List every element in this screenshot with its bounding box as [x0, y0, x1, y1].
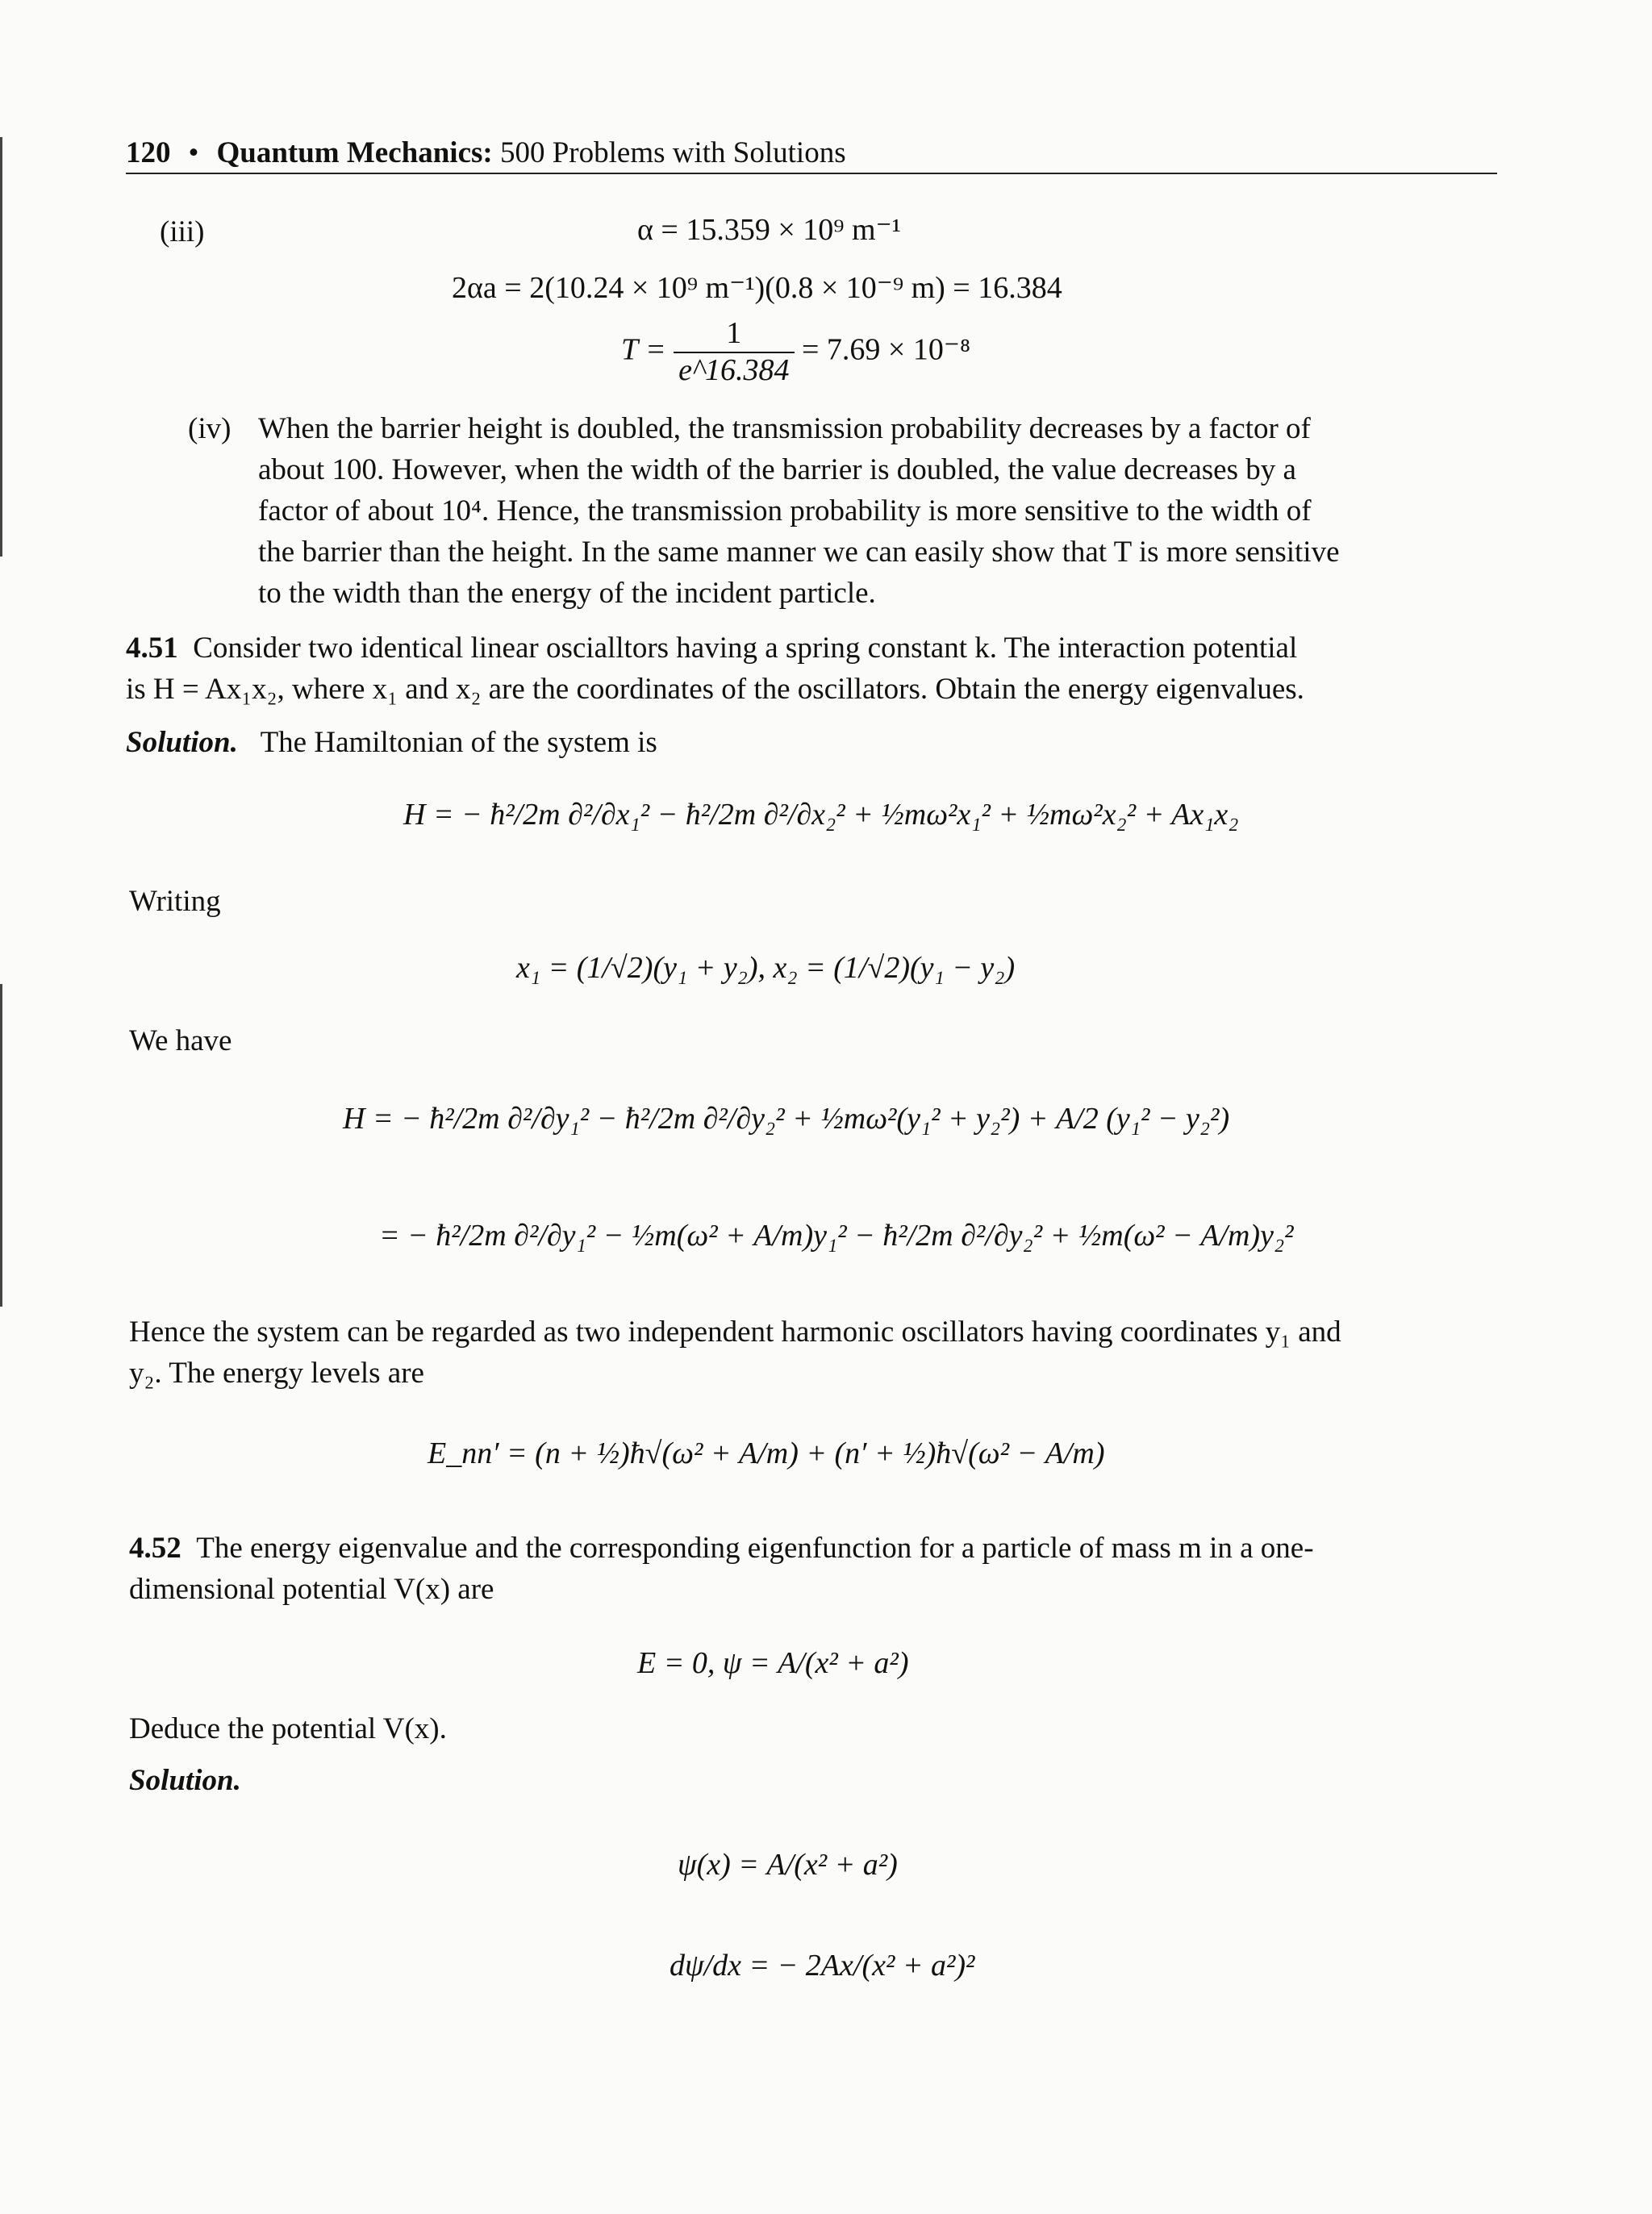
running-header — [126, 136, 846, 170]
statement-line: Consider two identical linear oscialltors having a spring constant k. The interaction potential — [193, 632, 1298, 665]
paragraph-line: to the width than the energy of the incident particle. — [258, 577, 876, 610]
dpsi-equation: dψ/dx = − 2Ax/(x² + a²)² — [670, 1949, 975, 1983]
statement-line: dimensional potential V(x) are — [129, 1573, 494, 1606]
part-iv-label: (iv) — [188, 412, 232, 445]
we-have-label: We have — [129, 1024, 232, 1057]
problem-number: 4.52 — [129, 1532, 181, 1565]
page-edge-mark — [0, 984, 2, 1307]
hamiltonian-separated: = − ħ²/2m ∂²/∂y₁² − ½m(ω² + A/m)y₁² − ħ²/2m ∂²/∂y₂² + ½m(ω² − A/m)y₂² — [379, 1219, 1294, 1253]
t-numerator: 1 — [726, 316, 742, 350]
given-eigen-equation: E = 0, ψ = A/(x² + a²) — [637, 1646, 909, 1680]
hamiltonian-equation: H = − ħ²/2m ∂²/∂x₁² − ħ²/2m ∂²/∂x₂² + ½mω²x₁² + ½mω²x₂² + Ax₁x₂ — [403, 798, 1239, 832]
solution-label: Solution. — [129, 1764, 241, 1797]
solution-label: Solution. — [126, 726, 238, 759]
hamiltonian-y-coordinates: H = − ħ²/2m ∂²/∂y₁² − ħ²/2m ∂²/∂y₂² + ½mω²(y₁² + y₂²) + A/2 (y₁² − y₂²) — [343, 1102, 1230, 1136]
header-bullet: • — [188, 136, 199, 169]
paragraph-line: about 100. However, when the width of the barrier is doubled, the value decreases by a — [258, 453, 1296, 486]
paragraph-line: y₂. The energy levels are — [129, 1357, 424, 1390]
energy-levels-equation: E_nn′ = (n + ½)ħ√(ω² + A/m) + (n′ + ½)ħ√(ω² − A/m) — [428, 1436, 1105, 1470]
deduce-text: Deduce the potential V(x). — [129, 1712, 447, 1745]
alpha-equation: α = 15.359 × 10⁹ m⁻¹ — [637, 213, 902, 247]
psi-equation: ψ(x) = A/(x² + a²) — [678, 1848, 898, 1882]
conclusion-paragraph — [129, 1311, 1508, 1394]
statement-line: is H = Ax₁x₂, where x₁ and x₂ are the coordinates of the oscillators. Obtain the energy eigenvalues. — [126, 673, 1304, 706]
page-edge-mark — [0, 137, 2, 557]
t-lhs: T = — [621, 332, 666, 367]
header-rule — [126, 173, 1497, 174]
part-iii-label: (iii) — [160, 215, 205, 248]
solution-intro-text: The Hamiltonian of the system is — [260, 726, 657, 759]
substitution-equation: x₁ = (1/√2)(y₁ + y₂), x₂ = (1/√2)(y₁ − y₂) — [516, 951, 1016, 985]
book-title-bold: Quantum Mechanics: — [216, 136, 493, 169]
transmission-equation — [621, 316, 970, 388]
problem-number: 4.51 — [126, 632, 178, 665]
paragraph-line: When the barrier height is doubled, the transmission probability decreases by a factor of — [258, 412, 1311, 445]
t-denominator: e^16.384 — [674, 352, 794, 389]
paragraph-line: Hence the system can be regarded as two independent harmonic oscillators having coordinates y₁ and — [129, 1315, 1341, 1349]
t-rhs: = 7.69 × 10⁻⁸ — [802, 332, 971, 367]
paragraph-line: factor of about 10⁴. Hence, the transmission probability is more sensitive to the width of — [258, 494, 1312, 527]
solution-4-51-intro — [126, 722, 657, 763]
two-alpha-a-equation: 2αa = 2(10.24 × 10⁹ m⁻¹)(0.8 × 10⁻⁹ m) = 16.384 — [452, 271, 1062, 305]
t-fraction — [674, 316, 794, 388]
part-iv-paragraph — [258, 408, 1500, 614]
paragraph-line: the barrier than the height. In the same manner we can easily show that T is more sensitive — [258, 536, 1340, 569]
problem-4-52-statement — [129, 1528, 1508, 1610]
writing-label: Writing — [129, 885, 221, 918]
statement-line: The energy eigenvalue and the corresponding eigenfunction for a particle of mass m in a one- — [196, 1532, 1314, 1565]
problem-4-51-statement — [126, 628, 1505, 710]
book-title: 500 Problems with Solutions — [499, 136, 846, 169]
page-number: 120 — [126, 136, 171, 169]
